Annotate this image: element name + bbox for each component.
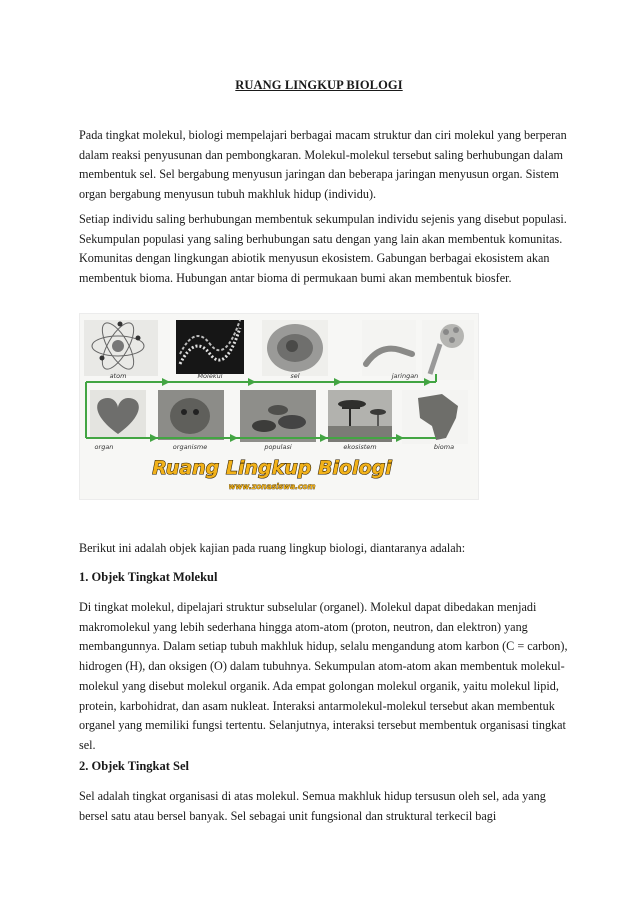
label-molekul: Molekul [197,372,223,380]
ecosystem-illustration [328,390,392,442]
label-jaringan: jaringan [391,372,419,380]
figure-banner: Ruang Lingkup Biologi [152,457,392,479]
label-atom: atom [109,372,127,380]
label-bioma: bioma [433,443,455,451]
figure-url: www.zonasiswa.com [228,482,316,491]
molecule-illustration [176,320,244,374]
list-intro: Berikut ini adalah objek kajian pada ruang lingkup biologi, diantaranya adalah: [79,541,466,555]
intro-paragraph-2: Setiap individu saling berhubungan membentuk sekumpulan individu sejenis yang disebut populasi. Sekumpulan populasi yang saling berhubungan satu dengan yang lain akan membentuk komunitas. Komunitas dengan lingkungan abiotik menyusun ekosistem. Gabungan berbagai ekosistem akan membentuk bioma. Hubungan antar bioma di permukaan bumi akan membentuk biosfer. [79,212,567,286]
section-2-heading: 2. Objek Tingkat Sel [79,759,189,773]
label-organisme: organisme [172,443,208,451]
section-2-body: Sel adalah tingkat organisasi di atas molekul. Semua makhluk hidup tersusun oleh sel, ada yang bersel satu atau bersel banyak. Sel sebagai unit fungsional dan struktural terkecil bagi [79,789,546,823]
levels-of-organization-figure [79,313,479,500]
biome-map-illustration [402,390,468,444]
population-illustration [240,390,316,442]
label-organ: organ [94,443,114,451]
muscle-bundle-illustration [422,320,474,380]
section-1-heading: 1. Objek Tingkat Molekul [79,570,218,584]
label-ekosistem: ekosistem [343,443,377,451]
levels-diagram [80,314,478,499]
heart-organ-illustration [90,390,146,438]
label-populasi: populasi [264,443,292,451]
page-title: RUANG LINGKUP BIOLOGI [235,78,403,92]
intro-paragraph-1: Pada tingkat molekul, biologi mempelajari berbagai macam struktur dan ciri molekul yang berperan dalam reaksi penyusunan dan pembongkaran. Molekul-molekul tersebut saling berhubungan dalam membentuk sel. Sel bergabung menyusun jaringan dan beberapa jaringan menyusun organ. Sistem organ bergabung menyusun tubuh makhluk hidup (individu). [79,128,567,202]
cell-illustration [262,320,328,376]
label-sel: sel [290,372,300,380]
atom-illustration [84,318,158,376]
section-1-body: Di tingkat molekul, dipelajari struktur subselular (organel). Molekul dapat dibedakan menjadi makromolekul yang lebih sederhana hingga atom-atom (proton, neutron, dan elektron) yang membangunnya. Dalam setiap tubuh makhluk hidup, selalu mengandung atom karbon (C = carbon), hidrogen (H), dan oksigen (O) dalam tubuhnya. Sekumpulan atom-atom akan membentuk molekul-molekul yang disebut molekul organik. Ada empat golongan molekul organik, yaitu molekul lipid, protein, karbohidrat, dan asam nukleat. Interaksi antarmolekul-molekul tersebut akan membentuk organel yang memiliki fungsi tertentu. Selanjutnya, interaksi tersebut membentuk organisasi tingkat sel. [79,600,568,752]
organism-illustration [158,390,224,440]
tissue-illustration [362,320,416,376]
